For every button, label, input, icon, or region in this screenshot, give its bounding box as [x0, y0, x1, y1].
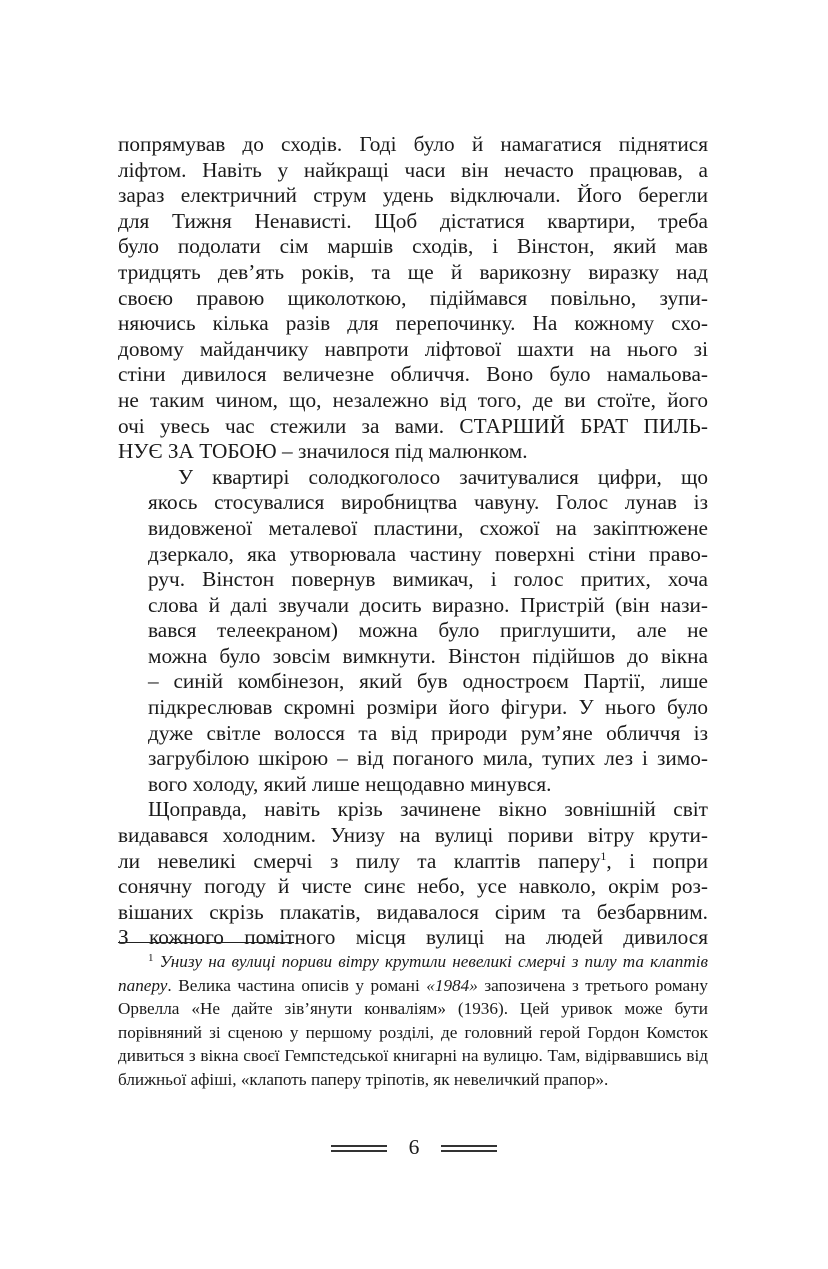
paragraph-2 [118, 465, 708, 798]
text-line: слова й далі звучали досить виразно. Пристрій (він нази- [148, 592, 708, 617]
text-line: для Тижня Ненависті. Щоб дістатися квартири, треба [118, 208, 708, 233]
footnote-text [118, 950, 708, 1092]
p3-line-3: ли невеликі смерчі з пилу та клаптів паперу [118, 848, 601, 873]
paragraph-1 [118, 132, 708, 465]
left-ornament [331, 1145, 387, 1152]
footnote-ref: 1 [600, 848, 607, 863]
text-line: зараз електричний струм удень відключали. Його берегли [118, 183, 708, 208]
text-line: очі увесь час стежили за вами. СТАРШИЙ БРАТ ПИЛЬ- [118, 413, 708, 438]
p3-line-6: З кожного помітного місця вулиці на людей дивилося [118, 925, 708, 950]
text-line: – синій комбінезон, який був одностроєм Партії, лише [148, 669, 708, 694]
text-line: дзеркало, яка утворювала частину поверхні стіни право- [148, 541, 708, 566]
p3-line-3-end: , і попри [606, 848, 708, 873]
footnote-separator [118, 942, 294, 943]
text-line: дуже світле волосся та від природи рум’яне обличчя із [148, 720, 708, 745]
text-line: видовженої металевої пластини, схожої на закіптюжене [148, 515, 708, 540]
text-line: стіни дивилося величезне обличчя. Воно було намальова- [118, 362, 708, 387]
text-line: попрямував до сходів. Годі було й намагатися піднятися [118, 132, 708, 156]
p3-line-4: сонячну погоду й чисте синє небо, усе навколо, окрім роз- [118, 874, 708, 899]
paragraph-3 [118, 797, 708, 951]
text-line: довому майданчику навпроти ліфтової шахти на нього зі [118, 336, 708, 361]
footnote-text-b: запозичена з третього роману Орвелла «Не дайте зів’янути конваліям» (1936). Цей уривок може бути порівняний зі сценою у першому розділі, де головний герой Гордон Комсток дивиться з вікна своєї Гемпстедської книгарні на вулицю. Там, відірвавшись від ближньої афіші, «клапоть паперу тріпотів, як невеличкий прапор». [118, 975, 708, 1089]
footnote-text-a: . Велика частина описів у романі [167, 975, 427, 995]
footnote-book-title: «1984» [426, 975, 478, 995]
footnote-quote: Унизу на вулиці пориви вітру крутили невеликі смерчі з пилу та клаптів паперу [118, 952, 708, 995]
p3-line-2: видавався холодним. Унизу на вулиці пориви вітру крути- [118, 823, 708, 848]
text-line: ліфтом. Навіть у найкращі часи він нечасто працював, а [118, 157, 708, 182]
text-line: загрубілою шкірою – від поганого мила, тупих лез і зимо- [148, 746, 708, 771]
text-line: не таким чином, що, незалежно від того, де ви стоїте, його [118, 387, 708, 412]
text-line: підкреслював скромні розміри його фігури. У нього було [148, 695, 708, 720]
text-line: було подолати сім маршів сходів, і Вінстон, який мав [118, 234, 708, 259]
p3-line-5: вішаних скрізь плакатів, видавалося сірим та безбарвним. [118, 899, 708, 924]
text-line: вого холоду, який лише нещодавно минувся. [148, 771, 552, 796]
text-line: У квартирі солодкоголосо зачитувалися цифри, що [178, 464, 708, 489]
main-text [118, 132, 708, 951]
page-number: 6 [408, 1135, 420, 1160]
footnote-marker: 1 [148, 952, 154, 964]
text-line: можна було зовсім вимкнути. Вінстон підійшов до вікна [148, 643, 708, 668]
text-line: тридцять дев’ять років, та ще й варикозну виразку над [118, 259, 708, 284]
footnote [118, 950, 708, 1092]
page-footer [0, 1133, 828, 1163]
text-line: своєю правою щиколоткою, підіймався повільно, зупи- [118, 285, 708, 310]
text-line: руч. Вінстон повернув вимикач, і голос притих, хоча [148, 567, 708, 592]
text-line: НУЄ ЗА ТОБОЮ – значилося під малюнком. [118, 439, 528, 464]
text-line: вався телеекраном) можна було приглушити, але не [148, 618, 708, 643]
right-ornament [441, 1145, 497, 1152]
text-line: няючись кілька разів для перепочинку. На кожному схо- [118, 311, 708, 336]
text-line: якось стосувалися виробництва чавуну. Голос лунав із [148, 490, 708, 515]
p3-line-1: Щоправда, навіть крізь зачинене вікно зовнішній світ [148, 797, 708, 822]
